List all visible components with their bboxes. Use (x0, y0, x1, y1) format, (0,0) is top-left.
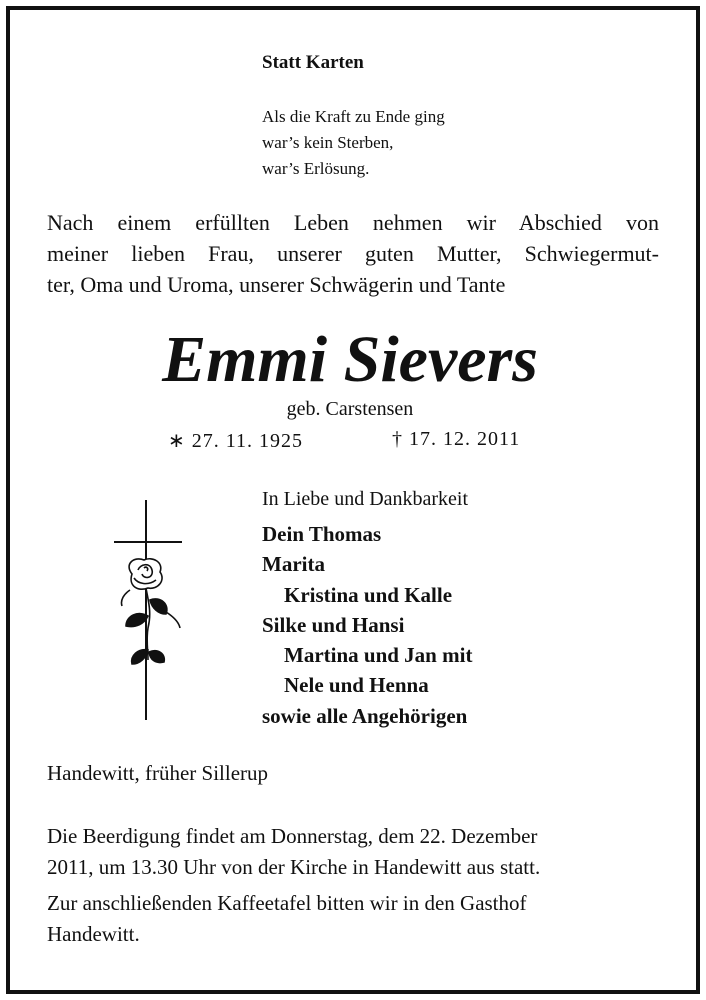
mourner-line: Dein Thomas (262, 522, 382, 546)
funeral-line: Die Beerdigung findet am Donnerstag, dem 22. Dezember (47, 824, 538, 848)
mourner-line: Martina und Jan mit (284, 643, 473, 668)
mourner-line: Nele und Henna (284, 673, 429, 698)
coffee-info (47, 888, 527, 950)
mourners-list (262, 519, 472, 731)
mourner-line: Marita (262, 552, 325, 577)
verse-line: Als die Kraft zu Ende ging (262, 107, 445, 126)
place-line: Handewitt, früher Sillerup (47, 761, 269, 785)
mourner-line: Silke und Hansi (262, 612, 405, 637)
cross-with-rose (108, 500, 188, 722)
mourner-line: Kristina und Kalle (284, 582, 453, 607)
deceased-name: Emmi Sievers (162, 323, 538, 396)
coffee-line: Handewitt. (47, 922, 140, 946)
verse-line: war’s Erlösung. (262, 159, 370, 178)
statt-karten-heading: Statt Karten (262, 52, 364, 73)
verse-line: war’s kein Sterben, (262, 133, 394, 152)
intro-line: Nach einem erfüllten Leben nehmen wir Abschied von (47, 210, 659, 235)
mourners-intro: In Liebe und Dankbarkeit (262, 488, 469, 510)
funeral-info (47, 821, 540, 883)
mourner-line: sowie alle Angehörigen (262, 703, 468, 728)
intro-text (47, 207, 659, 300)
verse (262, 104, 445, 182)
intro-line: meiner lieben Frau, unserer guten Mutter, Schwiegermut- (47, 241, 659, 266)
funeral-line: 2011, um 13.30 Uhr von der Kirche in Handewitt aus statt. (47, 855, 541, 879)
death-date: † 17. 12. 2011 (392, 428, 521, 450)
birth-date: ∗ 27. 11. 1925 (168, 430, 304, 452)
cross-icon (108, 500, 188, 722)
intro-line: ter, Oma und Uroma, unserer Schwägerin und Tante (47, 272, 506, 297)
rose-icon (121, 559, 180, 664)
maiden-name: geb. Carstensen (286, 398, 414, 420)
coffee-line: Zur anschließenden Kaffeetafel bitten wir in den Gasthof (47, 891, 527, 915)
